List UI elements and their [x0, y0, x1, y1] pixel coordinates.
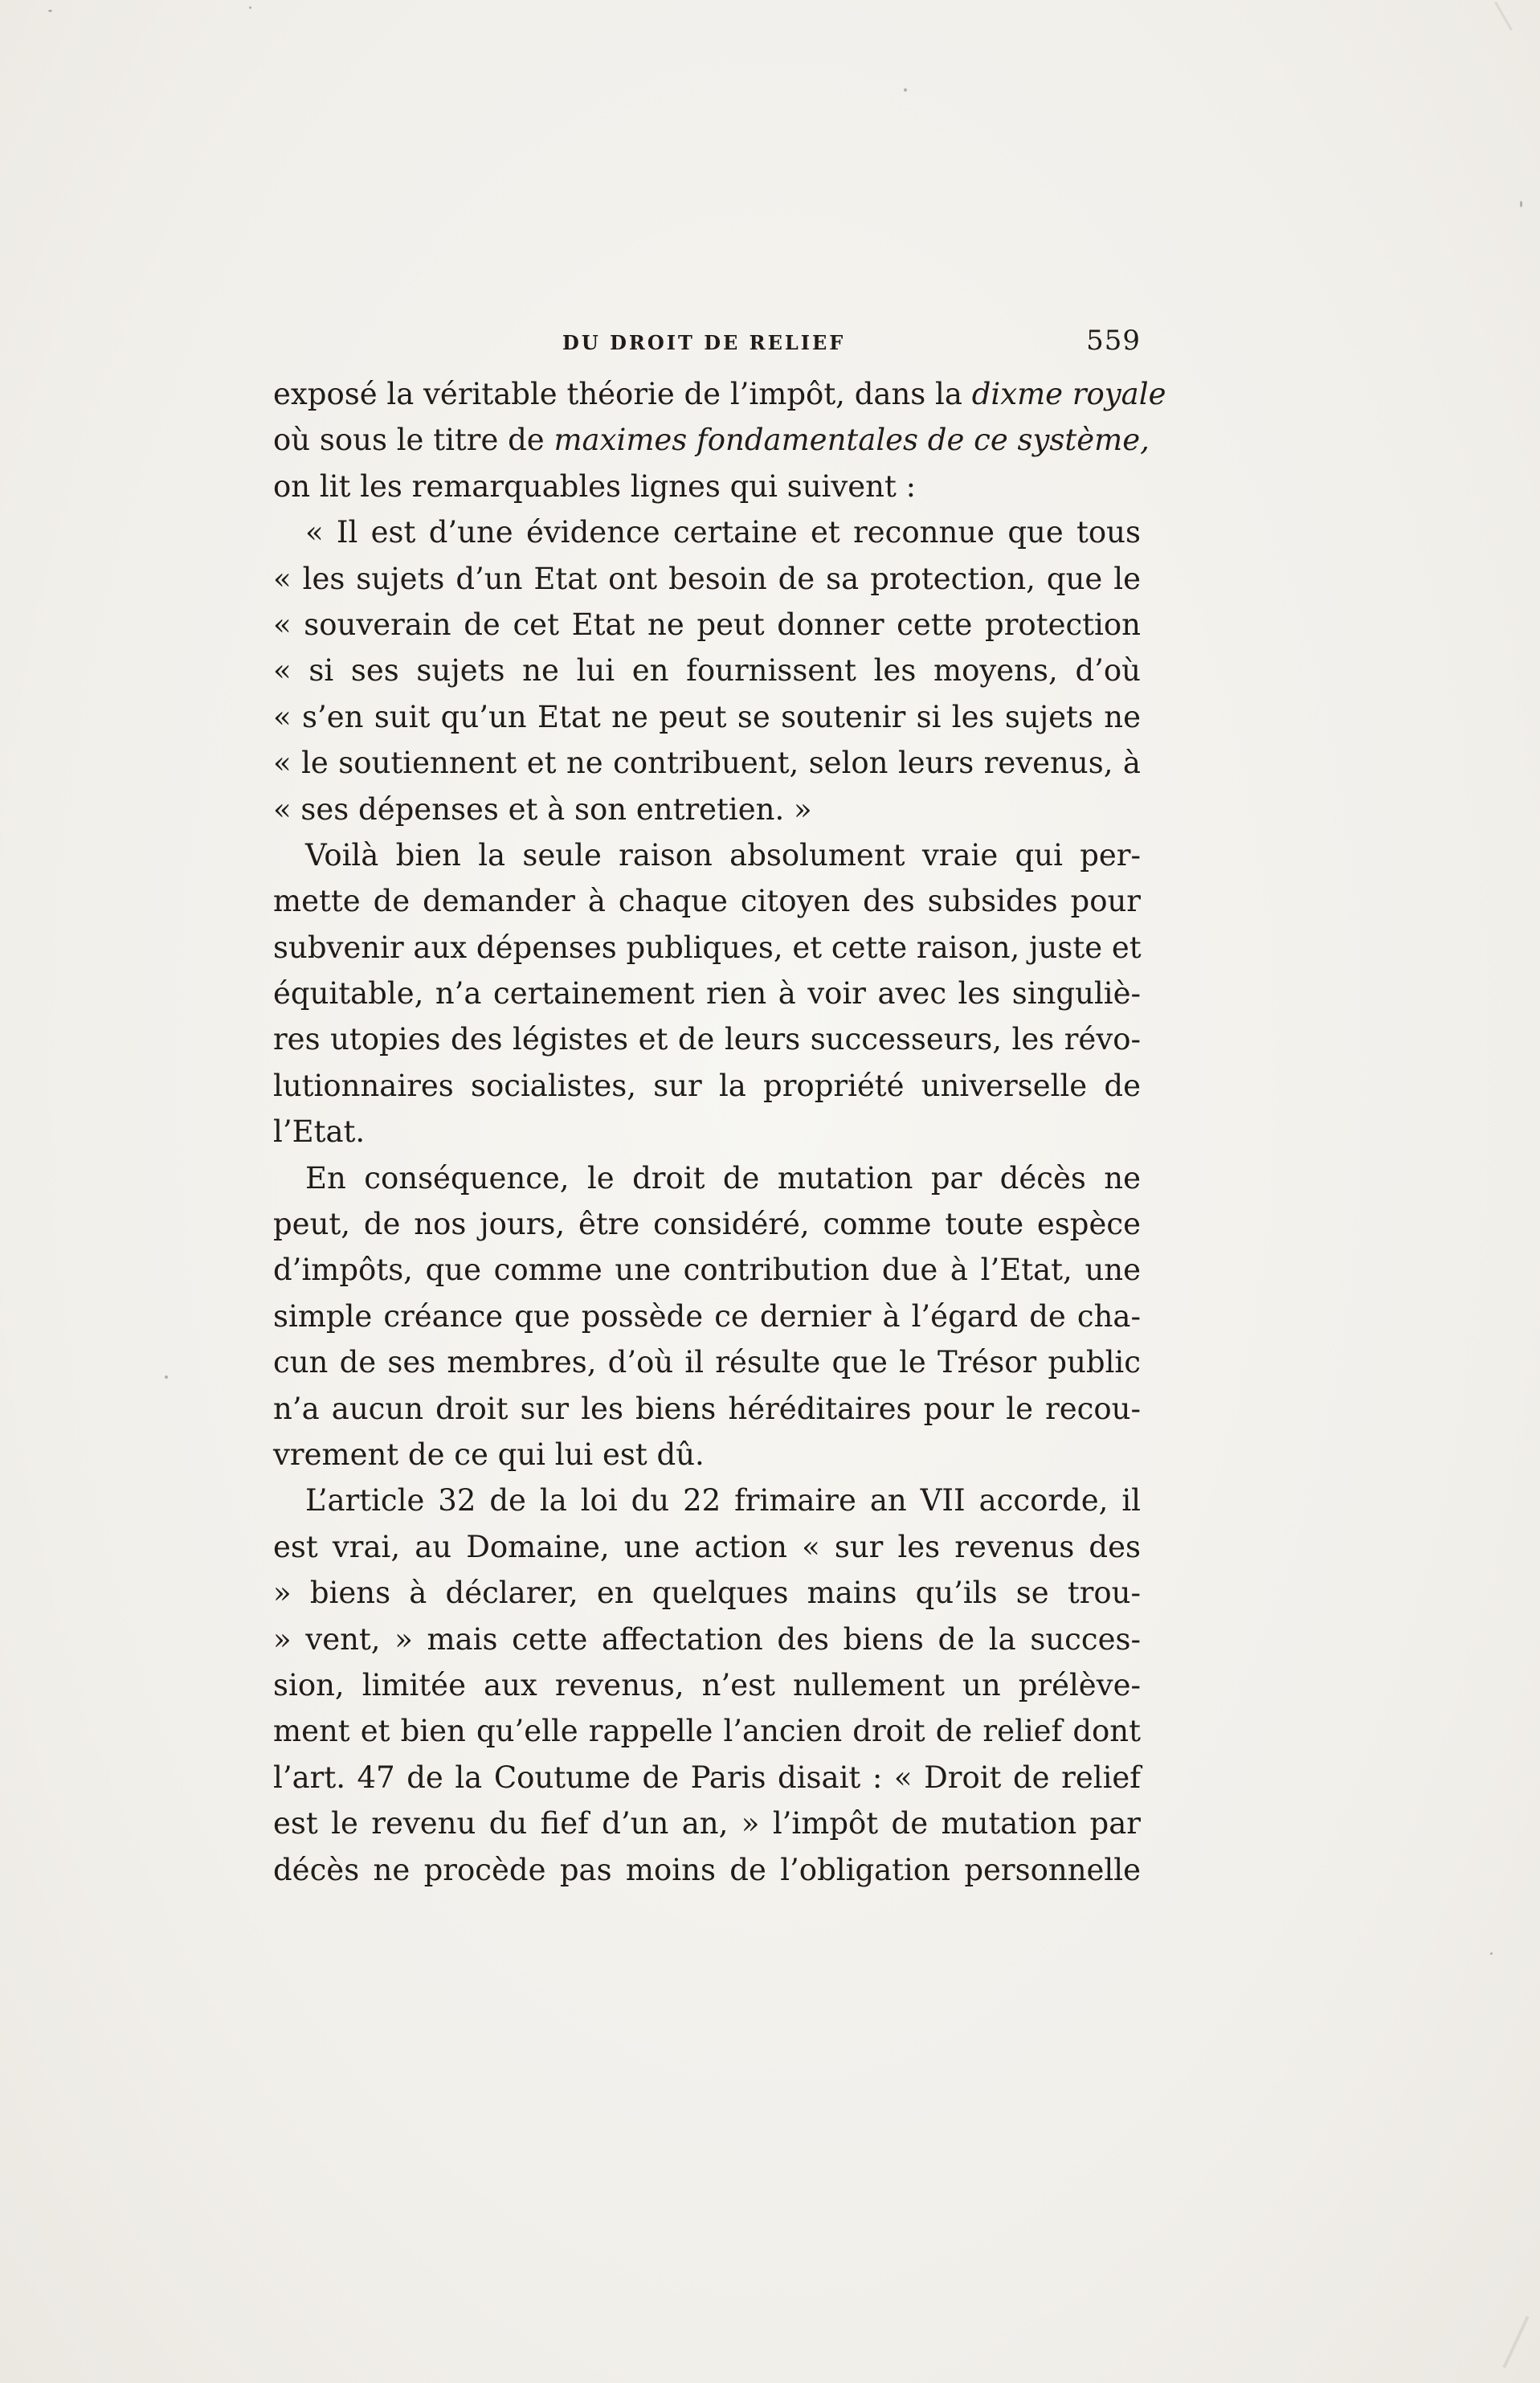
text-line: subvenir aux dépenses publiques, et cette raison, juste et: [273, 930, 1142, 965]
scan-speck: [1490, 1952, 1493, 1955]
text-line: L’article 32 de la loi du 22 frimaire an VII accorde, il: [305, 1483, 1141, 1518]
text-line: « souverain de cet Etat ne peut donner cette protection: [273, 607, 1141, 642]
page-header: [273, 325, 1141, 365]
text-line: lutionnaires socialistes, sur la propriété universelle de: [273, 1068, 1141, 1103]
text-line: « le soutiennent et ne contribuent, selon leurs revenus, à: [273, 746, 1141, 781]
scan-speck: [48, 10, 52, 12]
text-line: équitable, n’a certainement rien à voir avec les singuliè-: [273, 976, 1141, 1012]
text-line: En conséquence, le droit de mutation par décès ne: [305, 1160, 1141, 1196]
text-line: res utopies des légistes et de leurs successeurs, les révo-: [273, 1022, 1141, 1057]
page-number: 559: [1086, 325, 1141, 357]
text-line: est le revenu du fief d’un an, » l’impôt de mutation par: [273, 1806, 1141, 1841]
text-line: » vent, » mais cette affectation des biens de la succes-: [273, 1621, 1141, 1657]
scan-edge-mark: [1502, 2316, 1529, 2368]
text-line: décès ne procède pas moins de l’obligation personnelle: [273, 1852, 1141, 1887]
italic-phrase: maximes fondamentales de ce système,: [554, 423, 1150, 458]
text-line: mette de demander à chaque citoyen des subsides pour: [273, 884, 1141, 919]
text-line: exposé la véritable théorie de l’impôt, dans la dixme royale: [273, 377, 1166, 411]
text-line: l’art. 47 de la Coutume de Paris disait : « Droit de relief: [273, 1760, 1141, 1795]
text-line: d’impôts, que comme une contribution due à l’Etat, une: [273, 1253, 1141, 1288]
text-line: l’Etat.: [273, 1114, 366, 1150]
body-text: [273, 371, 1166, 1893]
scan-speck: [165, 1375, 168, 1379]
text-line: sion, limitée aux revenus, n’est nullement un prélève-: [273, 1667, 1141, 1702]
text-line: « si ses sujets ne lui en fournissent les moyens, d’où: [273, 653, 1141, 689]
text-line: n’a aucun droit sur les biens héréditaires pour le recou-: [273, 1391, 1141, 1426]
text-line: vrement de ce qui lui est dû.: [273, 1437, 705, 1472]
scan-edge-mark: [1494, 2, 1513, 31]
scan-speck: [1520, 201, 1522, 207]
scan-speck: [249, 6, 251, 9]
text-line: « ses dépenses et à son entretien. »: [273, 791, 812, 827]
text-line: « les sujets d’un Etat ont besoin de sa protection, que le: [273, 561, 1141, 596]
text-line: Voilà bien la seule raison absolument vraie qui per-: [305, 837, 1141, 873]
text-line: est vrai, au Domaine, une action « sur les revenus des: [273, 1529, 1141, 1564]
text-line: » biens à déclarer, en quelques mains qu’ils se trou-: [273, 1576, 1141, 1611]
text-line: ment et bien qu’elle rappelle l’ancien droit de relief dont: [273, 1714, 1141, 1749]
text-line: où sous le titre de maximes fondamentales de ce système,: [273, 423, 1150, 458]
text-line: « Il est d’une évidence certaine et reconnue que tous: [305, 515, 1141, 550]
text-line: on lit les remarquables lignes qui suivent :: [273, 468, 917, 504]
italic-phrase: dixme royale: [971, 377, 1166, 411]
text-line: « s’en suit qu’un Etat ne peut se soutenir si les sujets ne: [273, 699, 1141, 734]
running-title: DU DROIT DE RELIEF: [562, 331, 846, 354]
text-line: peut, de nos jours, être considéré, comme toute espèce: [273, 1207, 1141, 1242]
scan-speck: [904, 88, 907, 92]
text-line: simple créance que possède ce dernier à l’égard de cha-: [273, 1298, 1141, 1334]
text-line: cun de ses membres, d’où il résulte que le Trésor public: [273, 1345, 1141, 1380]
